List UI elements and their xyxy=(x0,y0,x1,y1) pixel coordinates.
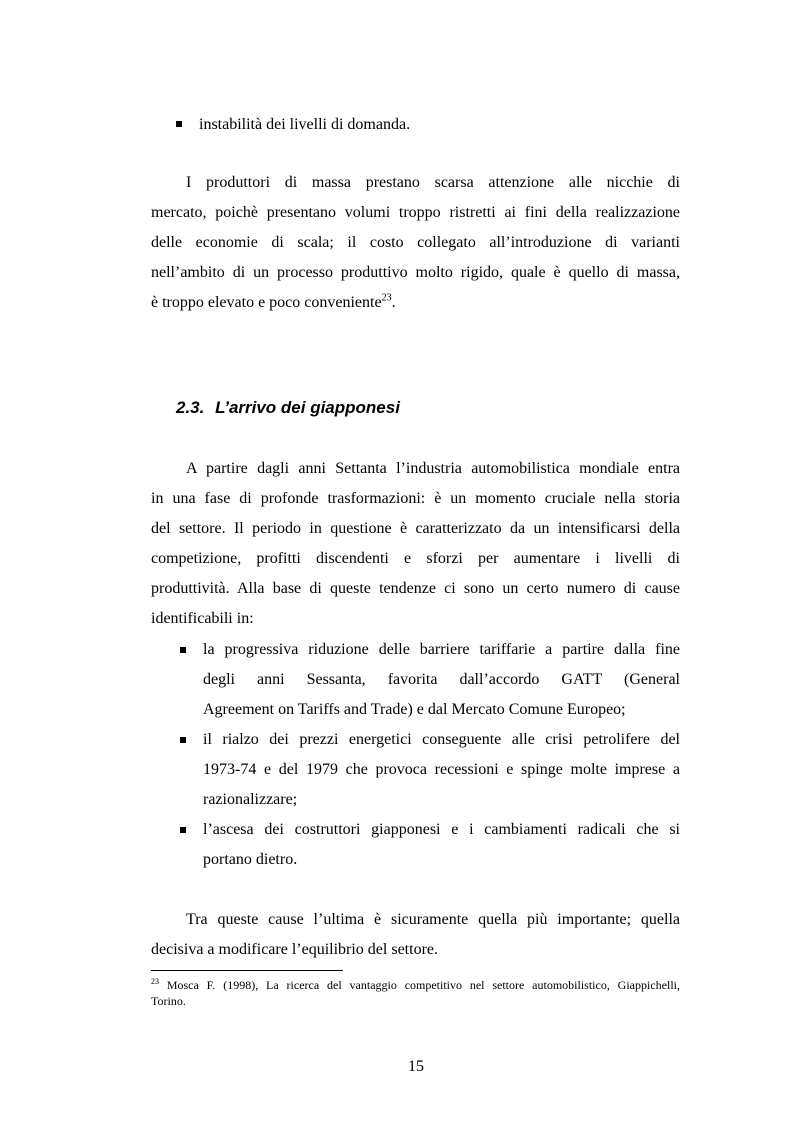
bullet-item xyxy=(203,725,680,815)
paragraph-line: in una fase di profonde trasformazioni: è un momento cruciale nella storia xyxy=(151,490,680,507)
footnote-reference[interactable]: 23 xyxy=(381,292,392,304)
footnote-line: Torino. xyxy=(151,994,186,1008)
paragraph-line xyxy=(151,288,680,318)
paragraph-line: decisiva a modificare l’equilibrio del settore. xyxy=(151,941,438,958)
paragraph-line: del settore. Il periodo in questione è caratterizzato da un intensificarsi della xyxy=(151,520,680,537)
bullet-line: Agreement on Tariffs and Trade) e dal Mercato Comune Europeo; xyxy=(203,701,626,718)
bullet-item xyxy=(203,635,680,725)
footnote xyxy=(151,977,680,1009)
paragraph-1 xyxy=(151,168,680,318)
bullet-line: degli anni Sessanta, favorita dall’accordo GATT (General xyxy=(203,671,680,688)
bullet-line: l’ascesa dei costruttori giapponesi e i cambiamenti radicali che si xyxy=(203,821,680,838)
top-bullet-text: instabilità dei livelli di domanda. xyxy=(199,116,411,133)
footnote-text: Mosca F. (1998), La ricerca del vantaggio competitivo nel settore automobilistico, Giappichelli, xyxy=(166,978,680,992)
footnote-number: 23 xyxy=(151,977,159,986)
paragraph-line: I produttori di massa prestano scarsa attenzione alle nicchie di xyxy=(186,174,680,191)
bullet-line: 1973-74 e del 1979 che provoca recessioni e spinge molte imprese a xyxy=(203,761,680,778)
bullet-marker xyxy=(180,647,186,653)
paragraph-line: produttività. Alla base di queste tendenze ci sono un certo numero di cause xyxy=(151,580,680,597)
paragraph-2 xyxy=(151,454,680,634)
bullet-line: razionalizzare; xyxy=(203,791,298,808)
footnote-separator xyxy=(151,970,343,971)
section-title: L’arrivo dei giapponesi xyxy=(215,398,400,417)
paragraph-line: mercato, poichè presentano volumi troppo ristretti ai fini della realizzazione xyxy=(151,204,680,221)
bullet-marker xyxy=(180,827,186,833)
paragraph-text: è troppo elevato e poco conveniente xyxy=(151,294,382,311)
bullet-line: il rialzo dei prezzi energetici conseguente alle crisi petrolifere del xyxy=(203,731,680,748)
paragraph-line: competizione, profitti discendenti e sforzi per aumentare i livelli di xyxy=(151,550,680,567)
bullet-marker xyxy=(176,121,182,127)
paragraph-line: identificabili in: xyxy=(151,610,254,627)
paragraph-3 xyxy=(151,905,680,965)
section-heading xyxy=(176,398,400,418)
section-number: 2.3. xyxy=(176,398,205,417)
paragraph-line: delle economie di scala; il costo collegato all’introduzione di varianti xyxy=(151,234,680,251)
bullet-item xyxy=(203,815,680,875)
paragraph-line: nell’ambito di un processo produttivo molto rigido, quale è quello di massa, xyxy=(151,264,680,281)
bullet-line: portano dietro. xyxy=(203,851,298,868)
page-number: 15 xyxy=(408,1058,424,1075)
bullet-marker xyxy=(180,737,186,743)
paragraph-line: A partire dagli anni Settanta l’industria automobilistica mondiale entra xyxy=(186,460,680,477)
footnote-line xyxy=(151,977,680,993)
paragraph-line: Tra queste cause l’ultima è sicuramente quella più importante; quella xyxy=(186,911,680,928)
bullet-line: la progressiva riduzione delle barriere tariffarie a partire dalla fine xyxy=(203,641,680,658)
paragraph-text: . xyxy=(391,294,396,311)
